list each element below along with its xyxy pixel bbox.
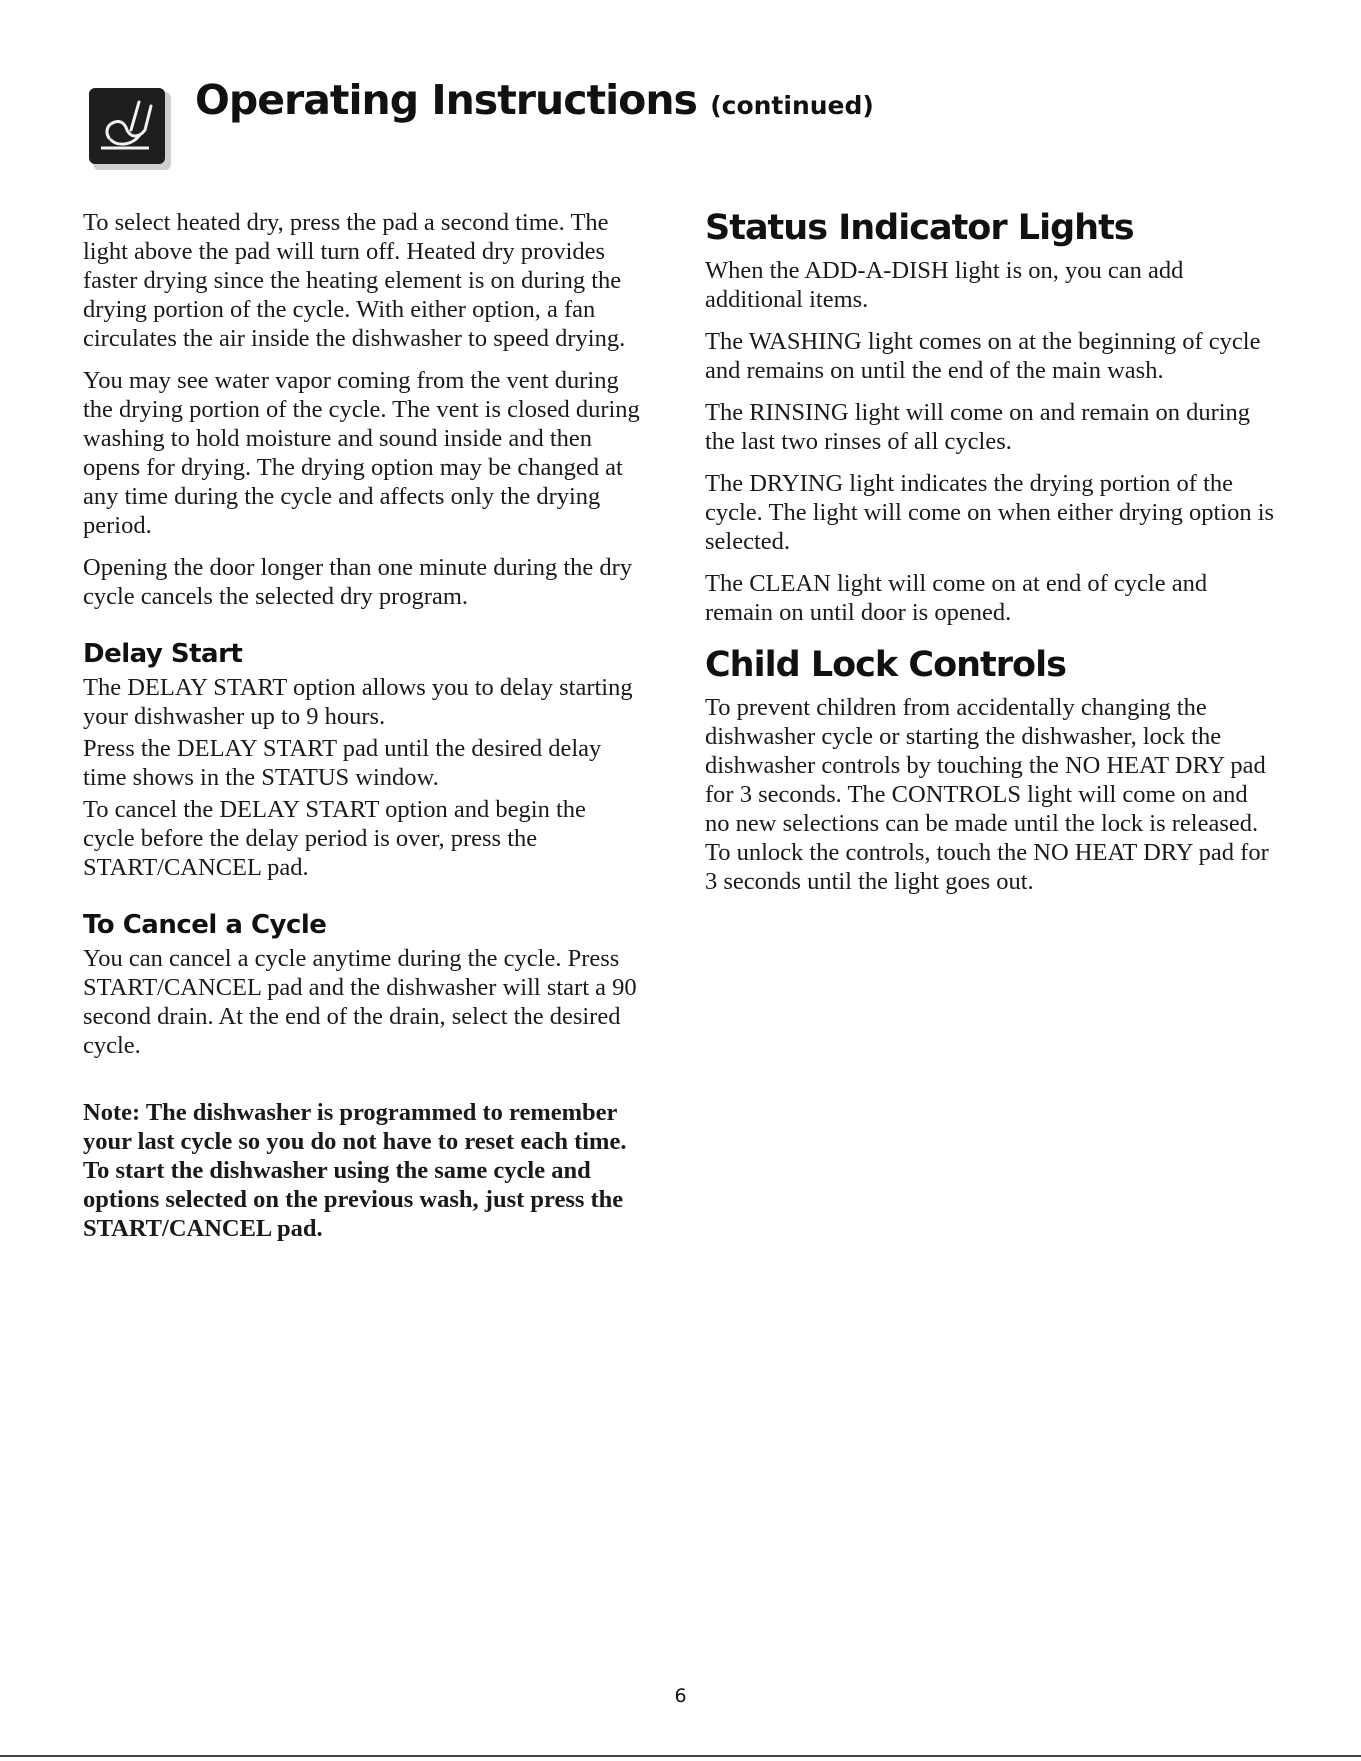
- page-title-suffix: (continued): [710, 91, 874, 120]
- cancel-cycle-paragraph: You can cancel a cycle anytime during the cycle. Press START/CANCEL pad and the dishwasher will start a 90 second drain. At the end of the drain, select the desired cycle.: [83, 945, 637, 1059]
- delay-start-paragraph: Press the DELAY START pad until the desired delay time shows in the STATUS window.: [83, 735, 602, 791]
- left-column: [83, 208, 643, 1256]
- status-light-paragraph: The CLEAN light will come on at end of cycle and remain on until door is opened.: [705, 570, 1208, 626]
- status-light-paragraph: The RINSING light will come on and remain on during the last two rinses of all cycles.: [705, 399, 1251, 455]
- delay-start-paragraph: The DELAY START option allows you to delay starting your dishwasher up to 9 hours.: [83, 674, 633, 730]
- note-paragraph: Note: The dishwasher is programmed to remember your last cycle so you do not have to reset each time. To start the dishwasher using the same cycle and options selected on the previous wash, just press the START/CANCEL pad.: [83, 1099, 627, 1242]
- water-vapor-paragraph: You may see water vapor coming from the vent during the drying portion of the cycle. The vent is closed during washing to hold moisture and sound inside and then opens for drying. The drying option may be changed at any time during the cycle and affects only the drying period.: [83, 367, 640, 539]
- status-light-paragraph: The DRYING light indicates the drying portion of the cycle. The light will come on when either drying option is selected.: [705, 470, 1275, 555]
- bottom-rule: [0, 1755, 1361, 1757]
- hand-pointer-icon: [87, 86, 173, 172]
- status-light-paragraph: When the ADD-A-DISH light is on, you can add additional items.: [705, 257, 1184, 313]
- door-opening-paragraph: Opening the door longer than one minute during the dry cycle cancels the selected dry program.: [83, 554, 633, 610]
- page-title-text: Operating Instructions: [195, 76, 697, 124]
- heated-dry-paragraph: To select heated dry, press the pad a second time. The light above the pad will turn off. Heated dry provides faster drying since the heating element is on during the drying portion of the cycle. With either option, a fan circulates the air inside the dishwasher to speed drying.: [83, 209, 626, 352]
- right-column: [705, 208, 1275, 909]
- delay-start-heading: Delay Start: [83, 639, 243, 669]
- delay-start-paragraph: To cancel the DELAY START option and begin the cycle before the delay period is over, press the START/CANCEL pad.: [83, 796, 586, 881]
- status-light-paragraph: The WASHING light comes on at the beginning of cycle and remains on until the end of the main wash.: [705, 328, 1261, 384]
- status-lights-heading: Status Indicator Lights: [705, 208, 1134, 248]
- child-lock-paragraph: To prevent children from accidentally changing the dishwasher cycle or starting the dishwasher, lock the dishwasher controls by touching the NO HEAT DRY pad for 3 seconds. The CONTROLS light will come on and no new selections can be made until the lock is released. To unlock the controls, touch the NO HEAT DRY pad for 3 seconds until the light goes out.: [705, 694, 1269, 895]
- child-lock-heading: Child Lock Controls: [705, 645, 1066, 685]
- cancel-cycle-heading: To Cancel a Cycle: [83, 910, 327, 940]
- page-number: 6: [674, 1685, 687, 1707]
- page-title: [195, 76, 874, 124]
